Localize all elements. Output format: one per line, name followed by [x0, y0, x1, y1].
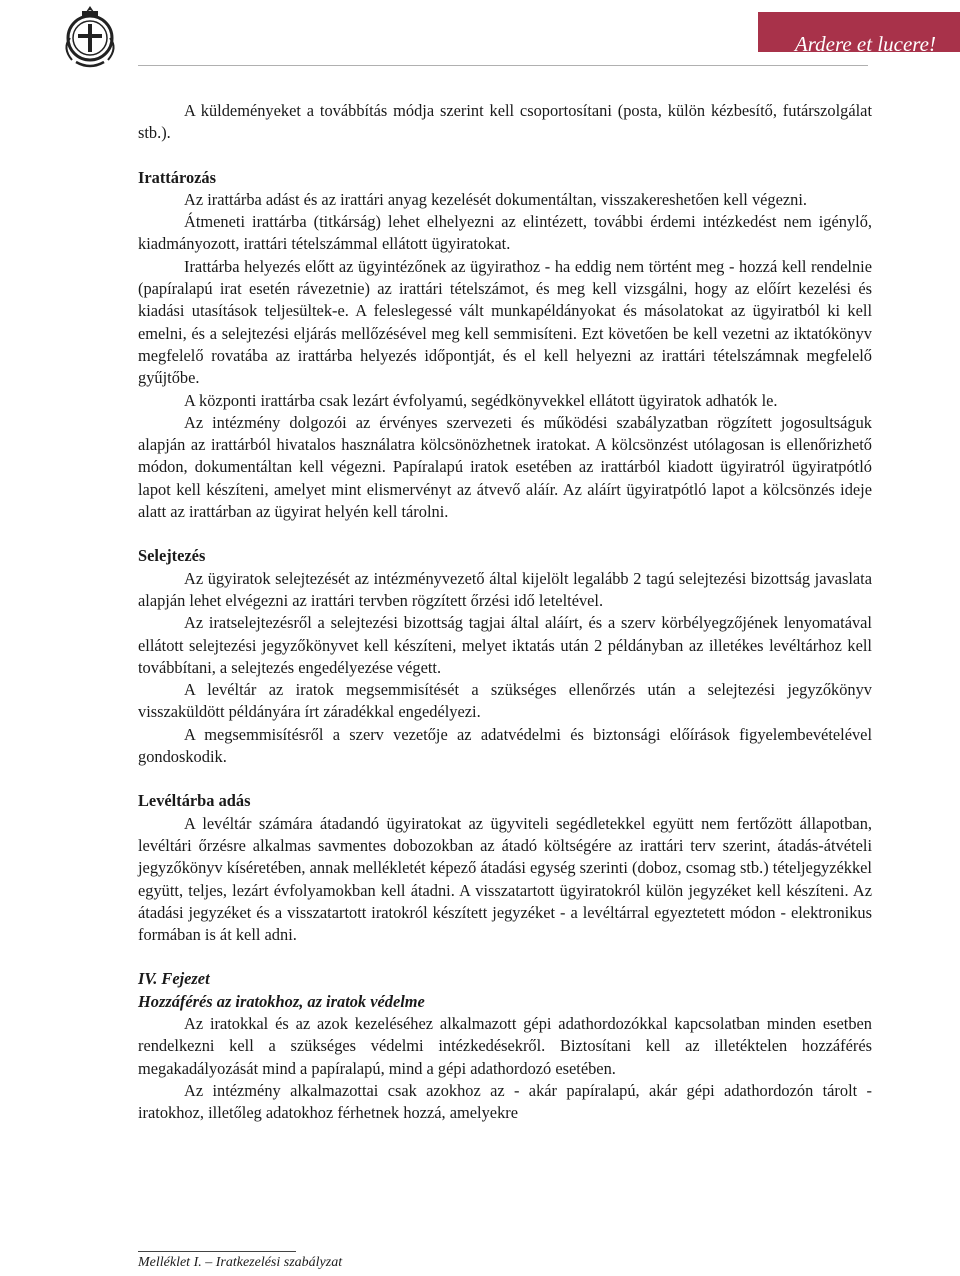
motto-text: Ardere et lucere! [794, 32, 936, 56]
paragraph: Az ügyiratok selejtezését az intézményvezető által kijelölt legalább 2 tagú selejtezési bizottság javaslata alapján lehet elvégezni az irattári tervben rögzített őrzési idő leteltével. [138, 568, 872, 610]
intro-paragraph: A küldeményeket a továbbítás módja szerint kell csoportosítani (posta, külön kézbesítő, futárszolgálat stb.). [138, 101, 872, 143]
paragraph: Az intézmény dolgozói az érvényes szervezeti és működési szabályzatban rögzített jogosultságuk alapján az irattárból hivatalos használatra kölcsönözhetnek iratokat. A kölcsönzést utólagosan is ellenőrizhető módon, dokumentáltan kell végezni. Papíralapú iratok esetében az irattárból kiadott ügyiratról ügyiratpótló lapot kell készíteni, amelyet mint elismervényt az átvevő aláír. Az aláírt ügyiratpótló lapot a kölcsönzés ideje alatt az irattárban az ügyirat helyén kell tárolni. [138, 412, 872, 522]
page-header [0, 0, 960, 58]
paragraph: A megsemmisítésről a szerv vezetője az adatvédelmi és biztonsági előírások figyelembevételével gondoskodik. [138, 724, 872, 767]
paragraph: A levéltár az iratok megsemmisítését a szükséges ellenőrzés után a selejtezési jegyzőkönyv visszaküldött példányára írt záradékkal engedélyezi. [138, 680, 872, 722]
school-crest-logo [58, 2, 122, 72]
paragraph: A levéltár számára átadandó ügyiratokat az ügyviteli segédletekkel együtt nem fertőzött állapotban, levéltári őrzésre alkalmas savmentes dobozokban az átadó költségére az irattári terv szerint, átadás-átvételi jegyzőkönyv kíséretében, annak mellékletét képező átadási egység szerinti (doboz, csomag stb.) tételjegyzékkel együtt, teljes, lezárt évfolyamokban kell átadni. A visszatartott ügyiratokról külön jegyzéket kell készíteni. Az átadási jegyzéket és a visszatartott iratokról készített jegyzéket - a levéltárral egyeztetett módon - elektronikus formában is át kell adni. [138, 813, 872, 945]
paragraph: A központi irattárba csak lezárt évfolyamú, segédkönyvekkel ellátott ügyiratok adhatók le. [184, 390, 778, 410]
chapter-title: Hozzáférés az iratokhoz, az iratok védelme [138, 991, 425, 1011]
paragraph: Az iratselejtezésről a selejtezési bizottság tagjai által aláírt, és a szerv körbélyegzőjének lenyomatával ellátott selejtezési jegyzőkönyvet kell készíteni, melyet iktatás után 2 példányban az illetékes levéltárhoz kell továbbítani, a selejtezés engedélyezése végett. [138, 613, 872, 677]
header-divider [138, 65, 868, 66]
section-heading-selejtezes: Selejtezés [138, 546, 206, 566]
document-body [138, 100, 872, 1124]
page-footer: Melléklet I. – Iratkezelési szabályzat [138, 1255, 343, 1270]
paragraph: Az iratokkal és az azok kezeléséhez alkalmazott gépi adathordozókkal kapcsolatban minden esetben rendelkezni kell a szükséges védelmi intézkedésekről. Biztosítani kell az illetéktelen hozzáférés megakadályozását mind a papíralapú, mind a gépi adathordozó esetében. [138, 1013, 872, 1078]
section-heading-leveltar: Levéltárba adás [138, 791, 251, 811]
chapter-label: IV. Fejezet [138, 969, 210, 989]
paragraph: Irattárba helyezés előtt az ügyintézőnek az ügyirathoz - ha eddig nem történt meg - hozzá kell rendelnie (papíralapú irat esetén rávezetnie) az irattári tételszámot, és meg kell vizsgálni, hogy az előírt kezelési és kiadási utasítások teljesültek-e. A feleslegessé vált munkapéldányokat és másolatokat az ügyiratból ki kell emelni, és a selejtezési eljárás mellőzésével meg kell semmisíteni. Ezt követően be kell vezetni az iktatókönyv megfelelő rovatába az irattárba helyezés időpontját, és el kell helyezni az irattári tételszámnak megfelelő gyűjtőbe. [138, 256, 872, 388]
paragraph: Az intézmény alkalmazottai csak azokhoz az - akár papíralapú, akár gépi adathordozón tárolt - iratokhoz, illetőleg adatokhoz férhetnek hozzá, amelyekre [138, 1080, 872, 1123]
motto-banner [758, 12, 960, 56]
paragraph: Az irattárba adást és az irattári anyag kezelését dokumentáltan, visszakereshetően kell végezni. [184, 189, 808, 209]
footer-divider [138, 1251, 296, 1252]
section-heading-irattarozas: Irattározás [138, 167, 216, 187]
paragraph: Átmeneti irattárba (titkárság) lehet elhelyezni az elintézett, további érdemi intézkedést nem igénylő, kiadmányozott, irattári tételszámmal ellátott ügyiratokat. [138, 212, 872, 254]
